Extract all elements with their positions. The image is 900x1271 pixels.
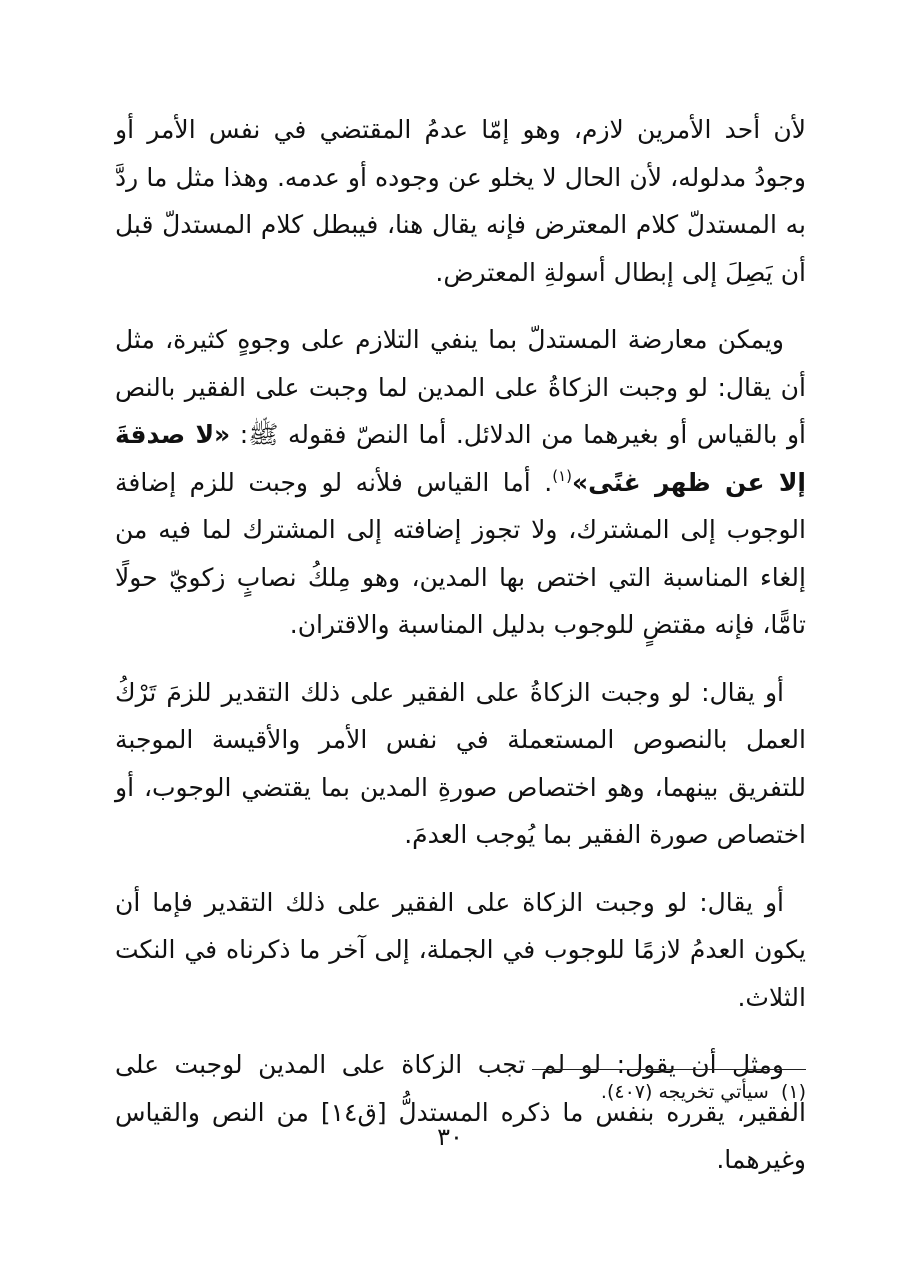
paragraph-5: ومثل أن يقول: لو لم تجب الزكاة على المدين لوجبت على الفقير، يقرره بنفس ما ذكره المستدلُّ [ق١٤] من النص والقياس وغيرهما.	[115, 1050, 806, 1174]
hadith-quote: «لا صدقةَ إلا عن ظهر غنًى»	[115, 420, 807, 497]
paragraph-3: أو يقال: لو وجبت الزكاةُ على الفقير على ذلك التقدير للزمَ تَرْكُ العمل بالنصوص المستعملة في نفس الأمر والأقيسة الموجبة للتفريق بينهما، وهو اختصاص صورةِ المدين بما يقتضي الوجوب، أو اختصاص صورة الفقير بما يُوجب العدمَ.	[115, 677, 806, 849]
page-number: ٣٠	[437, 1123, 463, 1151]
footnote-reference: (١)	[552, 466, 573, 485]
paragraph-2	[115, 316, 806, 649]
paragraph-2-text-before-quote: ويمكن معارضة المستدلّ بما ينفي التلازم على وجوهٍ كثيرة، مثل أن يقال: لو وجبت الزكاةُ على المدين لما وجبت على الفقير بالنص أو بالقياس أو بغيرهما من الدلائل. أما النصّ فقوله ﷺ:	[115, 325, 806, 449]
footnote-text: سيأتي تخريجه (٤٠٧).	[600, 1081, 769, 1103]
paragraph-1: لأن أحد الأمرين لازم، وهو إمّا عدمُ المقتضي في نفس الأمر أو وجودُ مدلوله، لأن الحال لا يخلو عن وجوده أو عدمه. وهذا مثل ما ردَّ به المستدلّ كلام المعترض فإنه يقال هنا، فيبطل كلام المستدلّ قبل أن يَصِلَ إلى إبطال أسولةِ المعترض.	[115, 115, 806, 287]
footnote-divider	[532, 1069, 806, 1070]
main-text	[115, 106, 806, 1204]
footnote-marker: (١)	[780, 1081, 806, 1103]
paragraph-2-text-after-quote: . أما القياس فلأنه لو وجبت للزم إضافة الوجوب إلى المشترك، ولا تجوز إضافته إلى المشترك لما فيه من إلغاء المناسبة التي اختص بها المدين، وهو مِلكُ نصابٍ زكويّ حولًا تامًّا، فإنه مقتضٍ للوجوب بدليل المناسبة والاقتران.	[115, 467, 806, 639]
paragraph-4: أو يقال: لو وجبت الزكاة على الفقير على ذلك التقدير فإما أن يكون العدمُ لازمًا للوجوب في الجملة، إلى آخر ما ذكرناه في النكت الثلاث.	[115, 887, 806, 1012]
footnote	[601, 1077, 806, 1107]
